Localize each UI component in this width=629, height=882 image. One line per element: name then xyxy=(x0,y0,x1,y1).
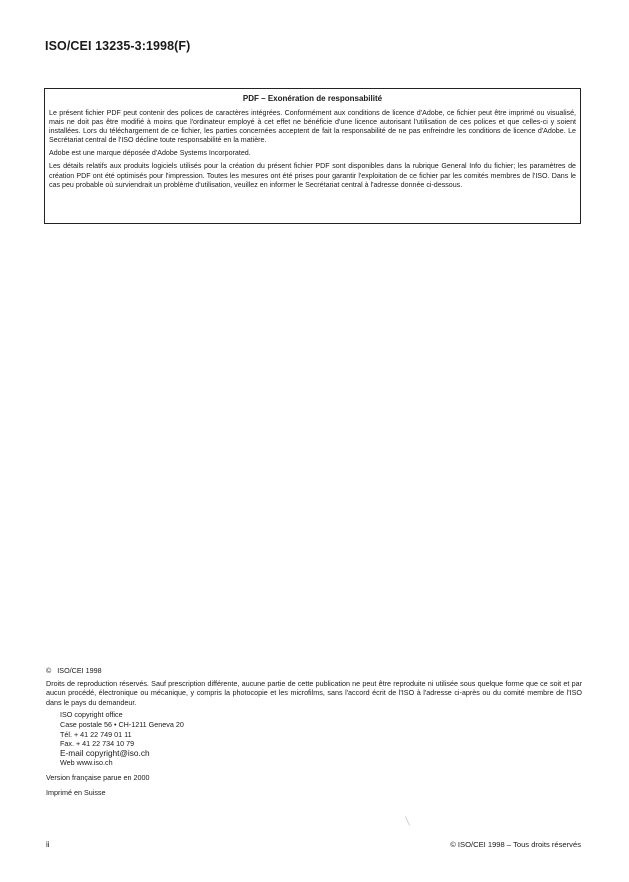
copyright-heading xyxy=(46,666,582,676)
document-identifier: ISO/CEI 13235-3:1998(F) xyxy=(45,39,191,53)
disclaimer-title: PDF – Exonération de responsabilité xyxy=(242,94,383,103)
email-address: E-mail copyright@iso.ch xyxy=(60,747,150,758)
pdf-disclaimer-box xyxy=(44,88,581,224)
printed-in-note: Imprimé en Suisse xyxy=(46,787,106,797)
page-number: ii xyxy=(46,840,50,849)
website-address: Web www.iso.ch xyxy=(60,758,113,768)
disclaimer-paragraph-software: Les détails relatifs aux produits logiciels utilisés pour la création du présent fichier PDF sont disponibles dans la rubrique General Info du fichier; les paramètres de création PDF ont été optimisés pour l'impression. Toutes les mesures ont été prises pour garantir l'exploitation de ce fichier par les comités membres de l'ISO. Dans le cas peu probable où surviendrait un problème d'utilisation, veuillez en informer le Secrétariat central à l'adresse donnée ci-dessous. xyxy=(49,162,576,189)
disclaimer-paragraph-trademark: Adobe est une marque déposée d'Adobe Systems Incorporated. xyxy=(49,149,251,158)
rights-reserved-text: Droits de reproduction réservés. Sauf prescription différente, aucune partie de cette publication ne peut être reproduite ni utilisée sous quelque forme que ce soit et par aucun procédé, électronique ou mécanique, y compris la photocopie et les microfilms, sans l'accord écrit de l'ISO à l'adresse ci-après ou du comité membre de l'ISO dans le pays du demandeur. xyxy=(46,678,582,707)
fax-number: Fax. + 41 22 734 10 79 xyxy=(60,739,135,749)
office-name: ISO copyright office xyxy=(60,710,123,720)
disclaimer-paragraph-fonts: Le présent fichier PDF peut contenir des polices de caractères intégrées. Conformément aux conditions de licence d'Adobe, ce fichier peut être imprimé ou visualisé, mais ne doit pas être modifié à moins que l'ordinateur employé à cet effet ne bénéficie d'une licence autorisant l'utilisation de ces polices et que celles-ci y soient installées. Lors du téléchargement de ce fichier, les parties concernées acceptent de fait la responsabilité de ne pas enfreindre les conditions de licence d'Adobe. Le Secrétariat central de l'ISO décline toute responsabilité en la matière. xyxy=(49,109,576,145)
scan-speck xyxy=(405,816,410,825)
postal-address: Case postale 56 • CH-1211 Geneva 20 xyxy=(60,719,184,729)
telephone-number: Tél. + 41 22 749 01 11 xyxy=(60,729,132,739)
version-note: Version française parue en 2000 xyxy=(46,772,150,782)
copyright-holder-year: ISO/CEI 1998 xyxy=(57,666,102,675)
copyright-symbol: © xyxy=(46,666,52,675)
footer-copyright: © ISO/CEI 1998 – Tous droits réservés xyxy=(450,840,581,849)
iso-copyright-office-address xyxy=(46,710,582,768)
copyright-notice xyxy=(46,666,582,802)
